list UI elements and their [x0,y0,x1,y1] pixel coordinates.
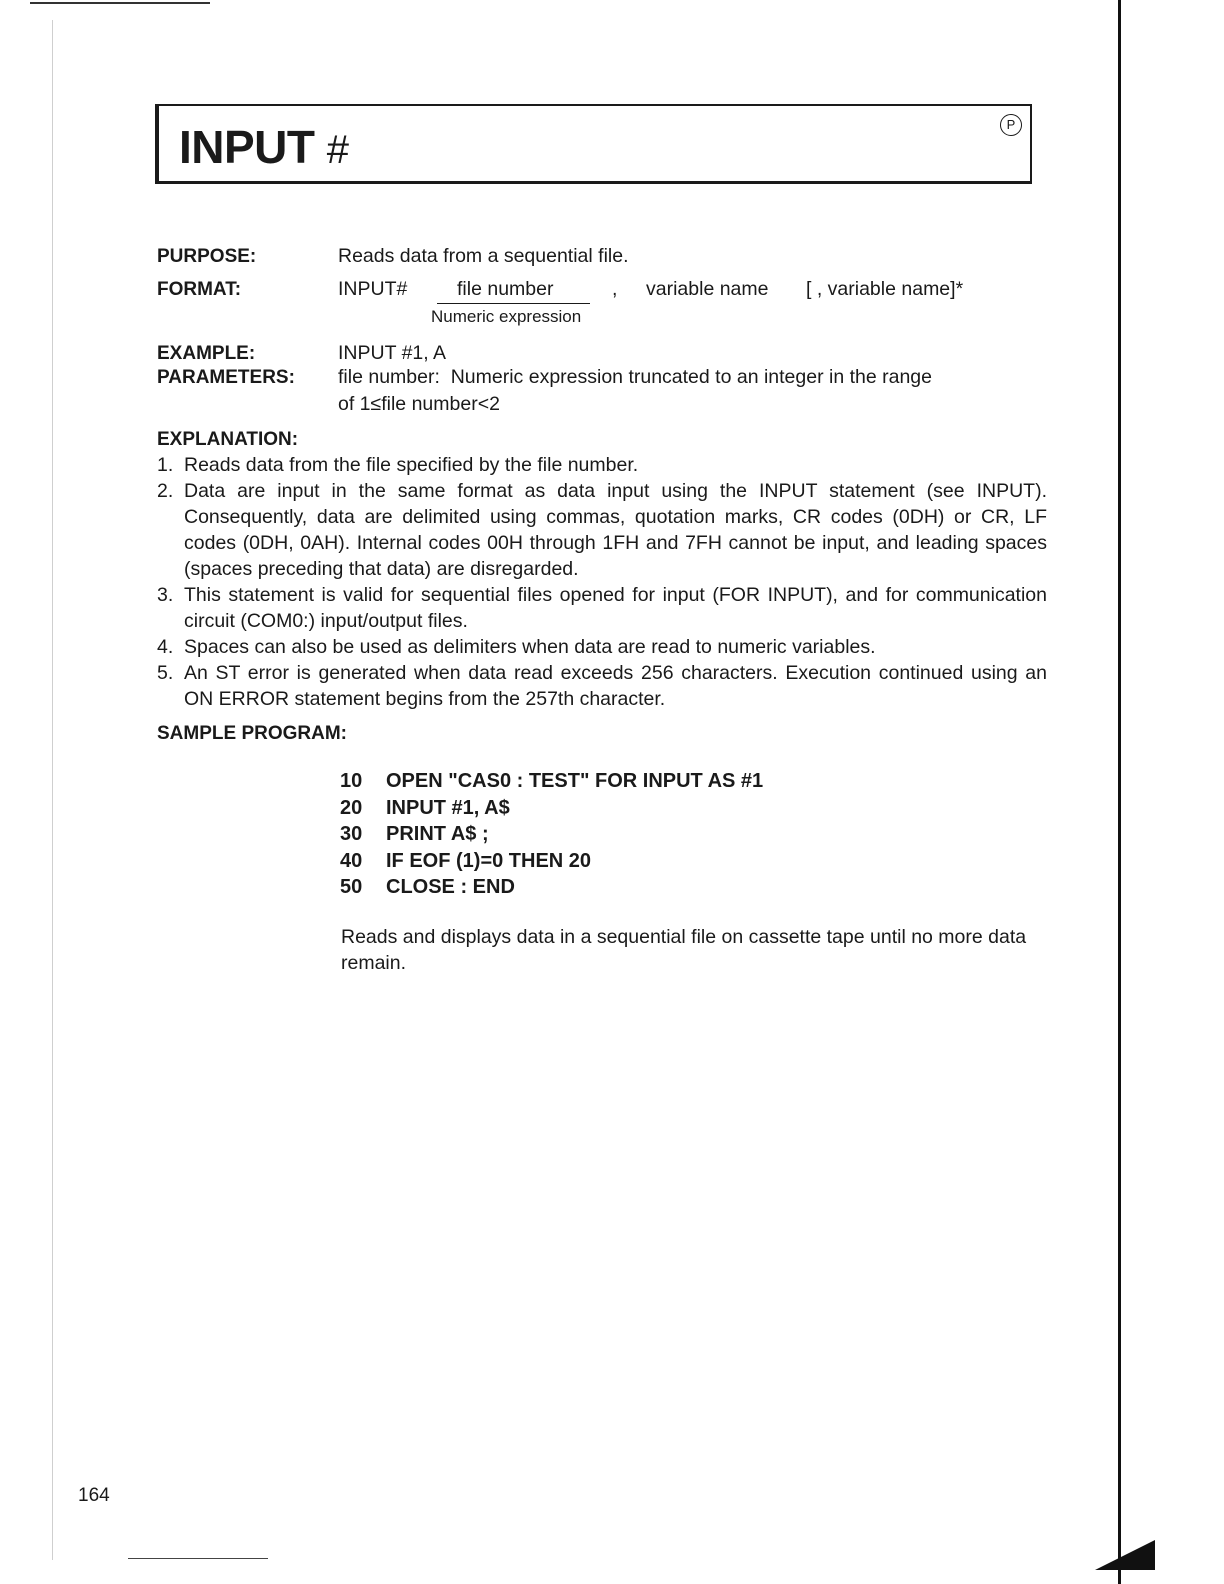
format-label: FORMAT: [157,279,242,300]
program-line [340,874,763,901]
sample-program-label: SAMPLE PROGRAM: [157,723,347,744]
explanation-item-number: 4. [157,636,174,658]
explanation-item [157,660,1047,712]
page-number: 164 [78,1485,110,1506]
explanation-label: EXPLANATION: [157,429,299,450]
title-keyword: INPUT [179,121,315,173]
explanation-item-text: Data are input in the same format as data input using the INPUT statement (see INPUT). Consequently, data are delimited using commas, quotation marks, CR codes (0DH) or CR, LF codes (0DH, 0AH). Internal codes 00H through 1FH and 7FH cannot be input, and leading spaces (spaces preceding that data) are disregarded. [184,480,1047,580]
program-line [340,768,763,795]
parameters-line-1: file number: Numeric expression truncated to an integer in the range [338,366,932,388]
format-optional: [ , variable name]* [806,278,964,300]
title-symbol: # [326,128,349,172]
scan-edge-left [52,20,53,1560]
example-label: EXAMPLE: [157,343,256,364]
page-title [179,122,349,175]
program-line-code: IF EOF (1)=0 THEN 20 [386,849,592,872]
page-binding-edge [1118,0,1121,1584]
example-text: INPUT #1, A [338,342,447,364]
program-line [340,848,763,875]
explanation-item [157,582,1047,634]
format-separator: , [612,278,618,300]
purpose-text: Reads data from a sequential file. [338,245,629,267]
explanation-item-text: This statement is valid for sequential files opened for input (FOR INPUT), and for communication circuit (COM0:) input/output files. [184,584,1047,632]
explanation-item-number: 5. [157,662,174,684]
format-variable: variable name [646,278,769,300]
parameters-label: PARAMETERS: [157,367,295,388]
scan-artifact [1095,1540,1155,1570]
program-line-number: 50 [340,876,363,898]
program-line-code: OPEN "CAS0 : TEST" FOR INPUT AS #1 [386,770,764,792]
explanation-item [157,478,1047,582]
explanation-item-text: Spaces can also be used as delimiters when data are read to numeric variables. [184,636,876,658]
program-line-code: CLOSE : END [386,876,515,898]
explanation-item [157,634,1047,660]
format-argument-underline [437,303,590,304]
explanation-item-text: An ST error is generated when data read exceeds 256 characters. Execution continued using an ON ERROR statement begins from the 257th character. [184,662,1047,710]
program-line-code: PRINT A$ ; [386,823,489,845]
explanation-item-text: Reads data from the file specified by the file number. [184,454,639,476]
format-argument-note: Numeric expression [431,307,582,326]
scan-edge-bottom [128,1558,268,1559]
program-line [340,821,763,848]
scan-edge-top [30,2,210,4]
sample-program-description: Reads and displays data in a sequential file on cassette tape until no more data remain. [341,926,1027,974]
program-line-number: 40 [340,849,363,872]
format-argument: file number [457,278,554,300]
purpose-label: PURPOSE: [157,246,257,267]
explanation-item-number: 1. [157,454,174,476]
explanation-item-number: 2. [157,480,174,502]
parameters-line-2: of 1≤file number<2 [338,393,500,415]
title-box [155,104,1032,184]
format-command: INPUT# [338,278,408,300]
explanation-item [157,452,1047,478]
program-line-number: 20 [340,796,363,819]
p-badge-icon: P [1000,114,1022,136]
sample-program-code [340,768,763,901]
program-line-code: INPUT #1, A$ [386,796,510,819]
explanation-item-number: 3. [157,584,174,606]
program-line-number: 30 [340,823,363,845]
explanation-list [157,452,1047,712]
program-line-number: 10 [340,770,363,792]
program-line [340,795,763,822]
